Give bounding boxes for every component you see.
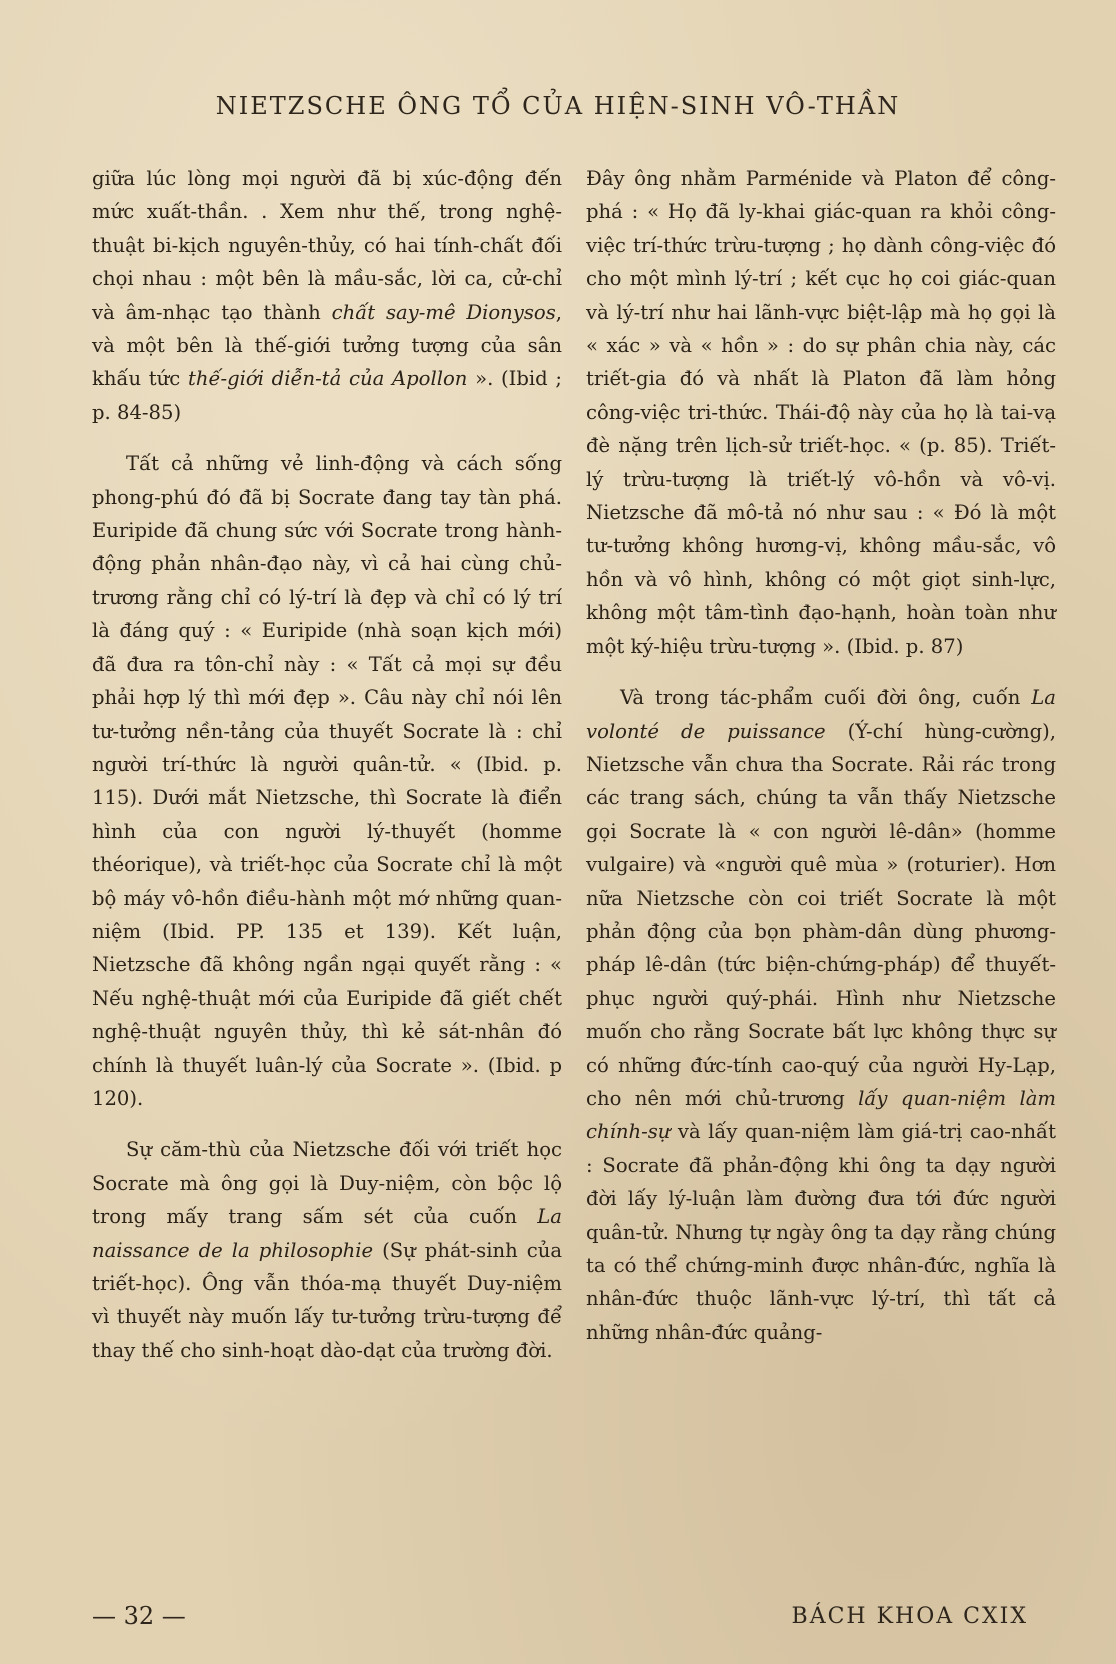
left-paragraph-2: Tất cả những vẻ linh-động và cách sống phong-phú đó đã bị Socrate đang tay tàn phá. Euripide đã chung sức với Socrate trong hành-động phản nhân-đạo này, vì cả hai cùng chủ-trương rằng chỉ có lý-trí là đẹp và chỉ có lý trí là đáng quý : « Euripide (nhà soạn kịch mới) đã đưa ra tôn-chỉ này : « Tất cả mọi sự đều phải hợp lý thì mới đẹp ». Câu này chỉ nói lên tư-tưởng nền-tảng của thuyết Socrate là : chỉ người trí-thức là người quân-tử. « (Ibid. p. 115). Dưới mắt Nietzsche, thì Socrate là điển hình của con người lý-thuyết (homme théorique), và triết-học của Socrate chỉ là một bộ máy vô-hồn điều-hành một mớ những quan-niệm (Ibid. PP. 135 et 139). Kết luận, Nietzsche đã không ngần ngại quyết rằng : « Nếu nghệ-thuật mới của Euripide đã giết chết nghệ-thuật nguyên thủy, thì kẻ sát-nhân đó chính là thuyết luân-lý của Socrate ». (Ibid. p 120). <box>92 452 562 1110</box>
italic-book-title: La naissance de la philosophie <box>92 1205 562 1262</box>
text-run: Sự căm-thù của Nietzsche đối với triết học Socrate mà ông gọi là Duy-niệm, còn bộc lộ trong mấy trang sấm sét của cuốn <box>92 1138 562 1229</box>
right-paragraph-1: Đây ông nhằm Parménide và Platon để công-phá : « Họ đã ly-khai giác-quan ra khỏi công-việc trí-thức trừu-tượng ; họ dành công-việc đó cho một mình lý-trí ; kết cục họ coi giác-quan và lý-trí như hai lãnh-vực biệt-lập mà họ gọi là « xác » và « hồn » : do sự phân chia này, các triết-gia đó và nhất là Platon đã làm hỏng công-việc tri-thức. Thái-độ này của họ là tai-vạ đè nặng trên lịch-sử triết-học. « (p. 85). Triết-lý trừu-tượng là triết-lý vô-hồn và vô-vị. Nietzsche đã mô-tả nó như sau : « Đó là một tư-tưởng không hương-vị, không mầu-sắc, vô hồn và vô hình, không có một giọt sinh-lực, không một tâm-tình đạo-hạnh, hoàn toàn như một ký-hiệu trừu-tượng ». (Ibid. p. 87) <box>586 167 1056 658</box>
right-column <box>586 162 1056 1349</box>
left-paragraph-3 <box>92 1133 562 1367</box>
magazine-issue: BÁCH KHOA CXIX <box>791 1604 1028 1629</box>
italic-book-title: La volonté de puissance <box>586 686 1056 743</box>
page-number: — 32 — <box>92 1602 186 1630</box>
italic-phrase: thế-giới diễn-tả của Apollon <box>187 367 468 391</box>
italic-phrase: lấy quan-niệm làm chính-sự <box>586 1086 1056 1144</box>
text-run: và lấy quan-niệm làm giá-trị cao-nhất : Socrate đã phản-động khi ông ta dạy người đời lấy lý-luận làm đường đưa tới đức người quân-tử. Nhưng tự ngày ông ta dạy rằng chúng ta có thể chứng-minh được nhân-đức, nghĩa là nhân-đức thuộc lãnh-vực lý-trí, thì tất cả những nhân-đức quảng- <box>586 1120 1056 1344</box>
text-run: giữa lúc lòng mọi người đã bị xúc-động đến mức xuất-thần. . Xem như thế, trong nghệ-thuật bi-kịch nguyên-thủy, có hai tính-chất đối chọi nhau : một bên là mầu-sắc, lời ca, cử-chỉ và âm-nhạc tạo thành <box>92 167 562 324</box>
left-paragraph-1 <box>92 162 562 429</box>
right-paragraph-2 <box>586 681 1056 1349</box>
text-run: Và trong tác-phẩm cuối đời ông, cuốn <box>620 686 1032 710</box>
text-run: ». (Ibid ; p. 84-85) <box>92 367 562 424</box>
left-column <box>92 162 562 1367</box>
running-title: NIETZSCHE ÔNG TỔ CỦA HIỆN-SINH VÔ-THẦN <box>215 92 901 120</box>
italic-phrase: chất say-mê Dionysos <box>331 300 556 324</box>
text-run: , và một bên là thế-giới tưởng tượng của sân khấu tức <box>92 300 562 391</box>
text-run: (Sự phát-sinh của triết-học). Ông vẫn thóa-mạ thuyết Duy-niệm vì thuyết này muốn lấy tư-tưởng trừu-tượng để thay thế cho sinh-hoạt dào-dạt của trường đời. <box>92 1238 563 1362</box>
text-run: (Ý-chí hùng-cường), Nietzsche vẫn chưa tha Socrate. Rải rác trong các trang sách, chúng ta vẫn thấy Nietzsche gọi Socrate là « con người lê-dân» (homme vulgaire) và «người quê mùa » (roturier). Hơn nữa Nietzsche còn coi triết Socrate là một phản động của bọn phàm-dân dùng phương-pháp lê-dân (tức biện-chứng-pháp) để thuyết-phục người quý-phái. Hình như Nietzsche muốn cho rằng Socrate bất lực không thực sự có những đức-tính cao-quý của người Hy-Lạp, cho nên mới chủ-trương <box>586 719 1056 1110</box>
